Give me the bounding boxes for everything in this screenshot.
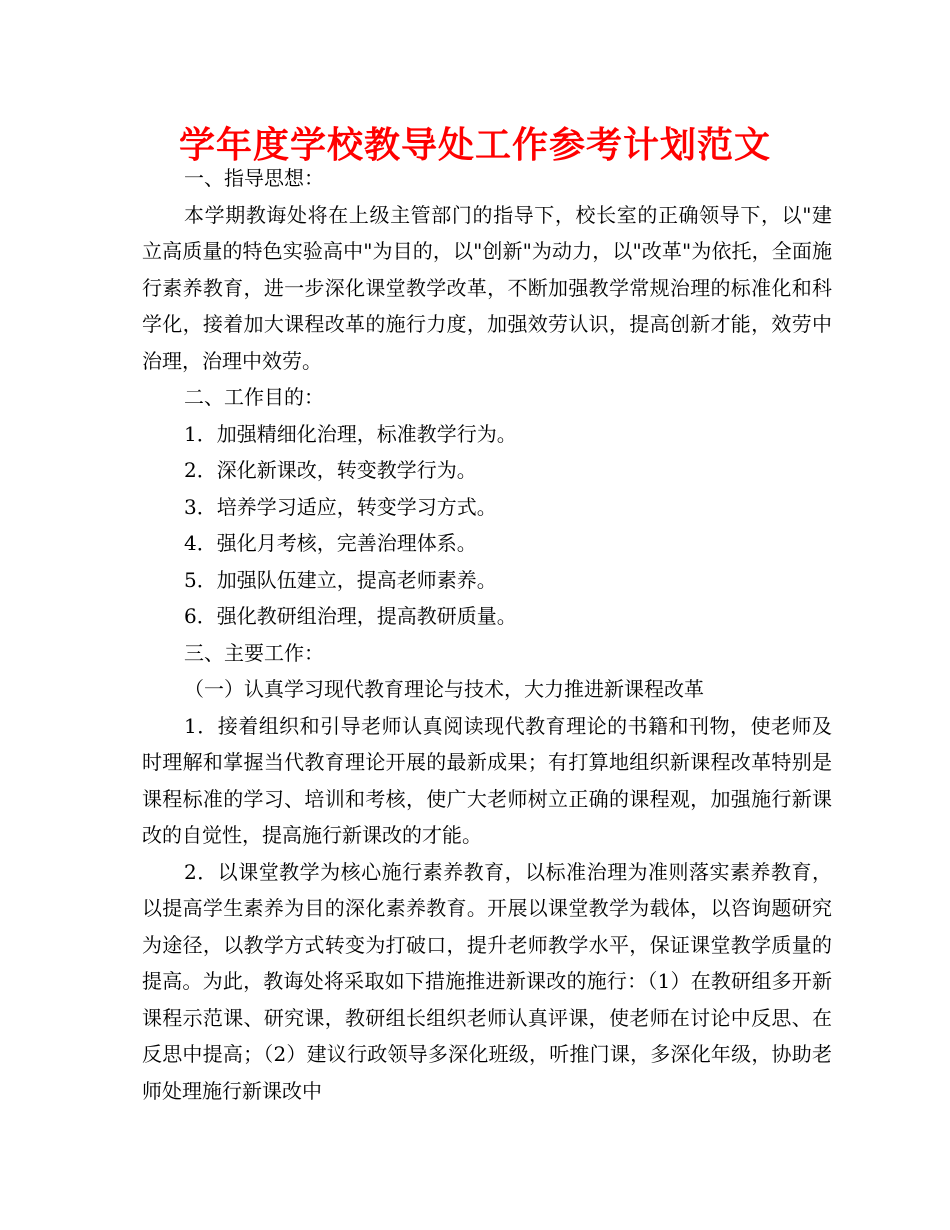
document-title: 学年度学校教导处工作参考计划范文 bbox=[178, 125, 771, 166]
goal-item: 1．加强精细化治理，标准教学行为。 bbox=[184, 421, 517, 446]
paragraph-guiding-thought: 本学期教诲处将在上级主管部门的指导下，校长室的正确领导下，以"建立高质量的特色实验高中"为目的，以"创新"为动力，以"改革"为依托，全面施行素养教育，进一步深化课堂教学改革，不断加强教学常规治理的标准化和科学化，接着加大课程改革的施行力度，加强效劳认识，提高创新才能，效劳中治理，治理中效劳。 bbox=[142, 202, 832, 373]
goal-item: 6．强化教研组治理，提高教研质量。 bbox=[184, 604, 517, 628]
heading-guiding-thought: 一、指导思想： bbox=[184, 166, 324, 190]
goal-item: 4．强化月考核，完善治理体系。 bbox=[184, 531, 477, 555]
heading-main-work: 三、主要工作： bbox=[184, 640, 324, 665]
goal-item: 3．培养学习适应，转变学习方式。 bbox=[184, 494, 497, 519]
heading-work-goals: 二、工作目的： bbox=[184, 385, 324, 409]
goal-item: 5．加强队伍建立，提高老师素养。 bbox=[184, 567, 497, 592]
paragraph-item-one: 1．接着组织和引导老师认真阅读现代教育理论的书籍和刊物，使老师及时理解和掌握当代教育理论开展的最新成果；有打算地组织新课程改革特别是课程标准的学习、培训和考核，使广大老师树立正确的课程观，加强施行新课改的自觉性，提高施行新课改的才能。 bbox=[142, 713, 832, 847]
document-body bbox=[142, 160, 832, 1109]
subheading-section-one: （一）认真学习现代教育理论与技术，大力推进新课程改革 bbox=[184, 677, 704, 701]
paragraph-item-two: 2．以课堂教学为核心施行素养教育，以标准治理为准则落实素养教育，以提高学生素养为目的深化素养教育。开展以课堂教学为载体，以咨询题研究为途径，以教学方式转变为打破口，提升老师教学水平，保证课堂教学质量的提高。为此，教诲处将采取如下措施推进新课改的施行：（1）在教研组多开新课程示范课、研究课，教研组长组织老师认真评课，使老师在讨论中反思、在反思中提高；（2）建议行政领导多深化班级，听推门课，多深化年级，协助老师处理施行新课改中 bbox=[142, 859, 832, 1103]
goal-item: 2．深化新课改，转变教学行为。 bbox=[184, 458, 477, 482]
